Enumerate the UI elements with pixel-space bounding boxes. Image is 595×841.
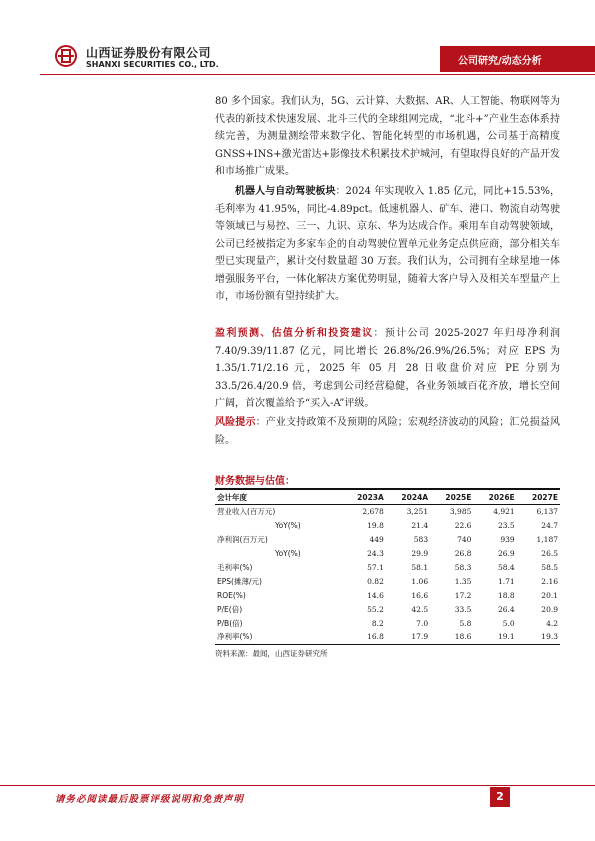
page-header <box>0 0 595 80</box>
table-row <box>215 602 560 616</box>
paragraph-robotics <box>215 183 560 306</box>
table-row <box>215 519 560 533</box>
table-cell: 17.9 <box>386 630 430 644</box>
table-cell: 449 <box>369 535 384 545</box>
paragraph-text: ：2024 年实现收入 1.85 亿元，同比+15.53%，毛利率为 41.95%，同比-4.89pct。低速机器人、矿车、港口、物流自动驾驶等领域已与易控、三一、九识、京东、华为达成合作。乘用车自动驾驶领域，公司已经被指定为多家车企的自动驾驶位置单元业务定点供应商，部分相关车型已实现量产，累计交付数量超 30 万套。我们认为，公司拥有全球星地一体增强服务平台，一体化解决方案优势明显，随着大客户导入及相关车型量产上市，市场份额有望持续扩大。 <box>215 186 561 302</box>
table-cell: 1,187 <box>536 535 558 545</box>
company-name-en: SHANXI SECURITIES CO., LTD. <box>86 60 219 69</box>
table-row <box>215 533 560 547</box>
table-cell: 58.1 <box>411 563 429 572</box>
row-label: EPS(摊薄/元) <box>217 576 262 586</box>
table-cell: 17.2 <box>454 590 472 600</box>
table-cell: 3,251 <box>406 507 429 517</box>
row-label: 净利率(%) <box>215 630 342 644</box>
table-cell: 21.4 <box>411 521 429 531</box>
table-cell: 18.8 <box>497 590 515 600</box>
table-cell: 24.3 <box>367 549 384 559</box>
table-header-cell: 2025E <box>430 489 473 505</box>
table-cell: 23.5 <box>497 521 515 531</box>
table-row <box>215 574 560 588</box>
table-cell: 16.8 <box>342 630 386 644</box>
table-cell: 57.1 <box>367 563 384 572</box>
table-cell: 26.8 <box>454 549 472 559</box>
table-cell: 20.9 <box>541 604 558 614</box>
company-logo <box>55 44 77 68</box>
table-row <box>215 561 560 575</box>
table-cell: 1.06 <box>411 576 429 586</box>
table-header-cell: 2023A <box>342 489 386 505</box>
table-cell: 19.1 <box>473 630 516 644</box>
table-cell: 3,985 <box>449 507 472 517</box>
table-cell: 58.5 <box>541 563 558 572</box>
table-cell: 26.5 <box>541 549 558 559</box>
table-cell: 8.2 <box>371 618 384 628</box>
table-cell: 1.71 <box>497 576 515 586</box>
paragraph-lead: 风险提示 <box>215 417 256 428</box>
table-cell: 29.9 <box>411 549 429 559</box>
table-header-cell: 2027E <box>517 489 560 505</box>
row-label: ROE(%) <box>217 590 246 600</box>
paragraph-text: ：产业支持政策不及预期的风险；宏观经济波动的风险；汇兑损益风险。 <box>215 417 561 446</box>
table-row <box>215 616 560 630</box>
table-cell: 5.0 <box>502 618 515 628</box>
disclaimer-note: 请务必阅读最后股票评级说明和免责声明 <box>55 794 245 805</box>
table-header-row <box>215 489 560 505</box>
table-header-cell: 会计年度 <box>215 489 342 505</box>
paragraph-lead: 机器人与自动驾驶板块 <box>235 186 336 197</box>
table-cell: 18.6 <box>430 630 473 644</box>
paragraph-surveying <box>215 93 560 181</box>
row-label: 毛利率(%) <box>217 563 253 572</box>
table-cell: 16.6 <box>411 590 429 600</box>
company-name-cn: 山西证券股份有限公司 <box>86 46 212 60</box>
table-cell: 42.5 <box>411 604 429 614</box>
table-cell: 33.5 <box>454 604 472 614</box>
table-cell: 22.6 <box>454 521 472 531</box>
paragraph-forecast <box>215 325 560 413</box>
table-cell: 19.3 <box>517 630 560 644</box>
row-label: YoY(%) <box>275 549 301 559</box>
table-cell: 583 <box>413 535 429 545</box>
row-label: 净利润(百万元) <box>217 535 268 545</box>
table-cell: 4,921 <box>493 507 515 517</box>
table-cell: 24.7 <box>541 521 558 531</box>
table-cell: 58.3 <box>454 563 472 572</box>
paragraph-text: ：预计公司 2025-2027 年归母净利润 7.40/9.39/11.87 亿元，同比增长 26.8%/26.9%/26.5%；对应 EPS 为 1.35/1.71/2.16 元，2025 年 05 月 28 日收盘价对应 PE 分别为 33.5/26.4/20.9 倍，考虑到公司经营稳健，各业务领域百花齐放，增长空间广阔，首次覆盖给予“买入-A”评级。 <box>215 328 561 409</box>
table-cell: 5.8 <box>459 618 472 628</box>
table-header-cell: 2024A <box>386 489 430 505</box>
table-row <box>215 588 560 602</box>
table-cell: 4.2 <box>546 618 558 628</box>
table-row <box>215 547 560 561</box>
paragraph-text: 80 多个国家。我们认为，5G、云计算、大数据、AR、人工智能、物联网等为代表的新技术快速发展、北斗三代的全球组网完成，“北斗+”产业生态体系持续完善，为测量测绘带来数字化、智能化转型的市场机遇，公司基于高精度 GNSS+INS+激光雷达+影像技术积累技术护城河，有望取得良好的产品开发和市场推广成果。 <box>215 96 561 177</box>
section-label: 公司研究/动态分析 <box>458 56 542 67</box>
row-label: YoY(%) <box>275 521 301 531</box>
table-cell: 26.4 <box>497 604 515 614</box>
table-cell: 2.16 <box>541 576 558 586</box>
table-cell: 2,678 <box>362 507 384 517</box>
row-label: 营业收入(百万元) <box>217 507 276 517</box>
table-cell: 939 <box>500 535 515 545</box>
table-header-cell: 2026E <box>473 489 516 505</box>
table-cell: 26.9 <box>497 549 515 559</box>
table-cell: 6,137 <box>536 507 558 517</box>
table-row <box>215 630 560 644</box>
financials-table <box>215 488 560 645</box>
table-cell: 14.6 <box>367 590 384 600</box>
table-cell: 55.2 <box>367 604 384 614</box>
table-cell: 740 <box>457 535 472 545</box>
table-cell: 58.4 <box>497 563 515 572</box>
table-cell: 1.35 <box>454 576 472 586</box>
table-cell: 0.82 <box>367 576 384 586</box>
paragraph-risk <box>215 414 560 449</box>
financials-title: 财务数据与估值： <box>215 476 295 487</box>
page-number: 2 <box>490 787 510 807</box>
table-cell: 7.0 <box>416 618 429 628</box>
paragraph-lead: 盈利预测、估值分析和投资建议 <box>215 328 374 339</box>
footer-divider <box>0 785 595 786</box>
table-row <box>215 505 560 519</box>
table-cell: 20.1 <box>541 590 558 600</box>
row-label: P/B(倍) <box>217 618 243 628</box>
row-label: P/E(倍) <box>217 604 243 614</box>
header-divider <box>40 74 595 75</box>
table-cell: 19.8 <box>367 521 384 531</box>
table-source-note: 资料来源：最闻，山西证券研究所 <box>215 649 328 658</box>
